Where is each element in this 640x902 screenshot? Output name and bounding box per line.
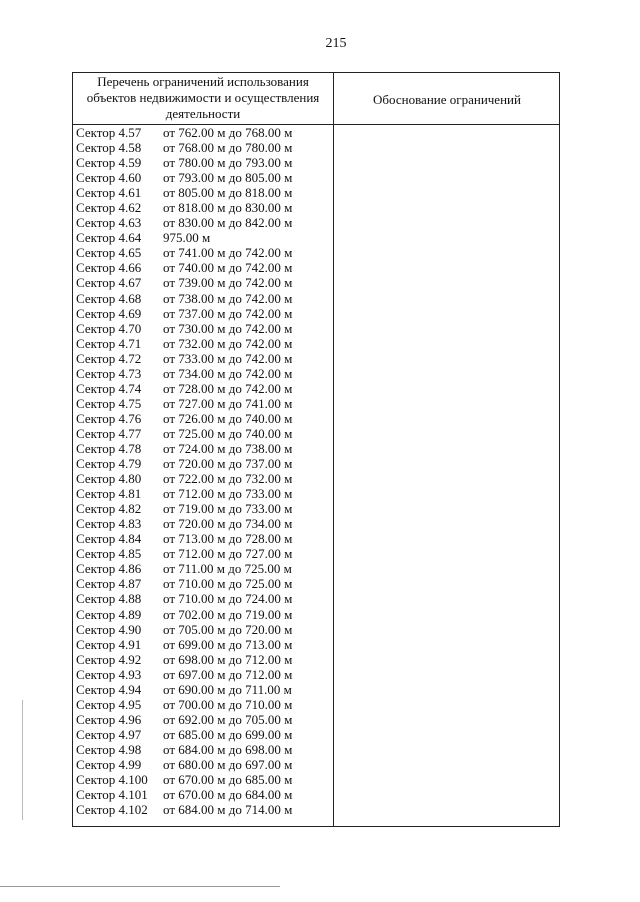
sector-label: Сектор 4.86 (76, 561, 142, 577)
table-row (74, 306, 332, 321)
page-number: 215 (325, 36, 347, 51)
elevation-range: 975.00 м (163, 230, 211, 246)
elevation-range: от 670.00 м до 684.00 м (163, 787, 293, 803)
elevation-range: от 711.00 м до 725.00 м (163, 561, 292, 577)
scan-margin-mark (22, 700, 23, 820)
table-row (74, 727, 332, 742)
elevation-range: от 712.00 м до 733.00 м (163, 486, 293, 502)
column-divider (333, 72, 334, 827)
sector-label: Сектор 4.64 (76, 230, 142, 246)
elevation-range: от 780.00 м до 793.00 м (163, 155, 293, 171)
table-row (74, 697, 332, 712)
elevation-range: от 710.00 м до 724.00 м (163, 591, 293, 607)
elevation-range: от 713.00 м до 728.00 м (163, 531, 293, 547)
table-row (74, 170, 332, 185)
elevation-range: от 740.00 м до 742.00 м (163, 260, 293, 276)
sector-label: Сектор 4.78 (76, 440, 142, 456)
elevation-range: от 726.00 м до 740.00 м (163, 410, 293, 426)
sector-label: Сектор 4.80 (76, 471, 142, 487)
table-row (74, 591, 332, 606)
elevation-range: от 680.00 м до 697.00 м (163, 756, 293, 772)
sector-label: Сектор 4.73 (76, 365, 142, 381)
table-row (74, 245, 332, 260)
sector-label: Сектор 4.68 (76, 290, 142, 306)
table-row (74, 486, 332, 501)
table-row (74, 501, 332, 516)
sector-label: Сектор 4.85 (76, 546, 142, 562)
table-row (74, 351, 332, 366)
elevation-range: от 699.00 м до 713.00 м (163, 636, 293, 652)
table-row (74, 561, 332, 576)
elevation-range: от 690.00 м до 711.00 м (163, 681, 292, 697)
sector-label: Сектор 4.88 (76, 591, 142, 607)
sector-label: Сектор 4.95 (76, 696, 142, 712)
sector-label: Сектор 4.96 (76, 711, 142, 727)
table-row (74, 200, 332, 215)
table-row (74, 230, 332, 245)
sector-label: Сектор 4.101 (76, 787, 148, 803)
table-row (74, 260, 332, 275)
table-row (74, 667, 332, 682)
sector-label: Сектор 4.89 (76, 606, 142, 622)
sector-label: Сектор 4.75 (76, 395, 142, 411)
elevation-range: от 830.00 м до 842.00 м (163, 215, 293, 231)
sector-label: Сектор 4.70 (76, 320, 142, 336)
elevation-range: от 722.00 м до 732.00 м (163, 471, 293, 487)
sector-label: Сектор 4.76 (76, 410, 142, 426)
sector-label: Сектор 4.90 (76, 621, 142, 637)
elevation-range: от 702.00 м до 719.00 м (163, 606, 293, 622)
sector-label: Сектор 4.66 (76, 260, 142, 276)
elevation-range: от 793.00 м до 805.00 м (163, 170, 293, 186)
table-row (74, 637, 332, 652)
table-row (74, 275, 332, 290)
elevation-range: от 705.00 м до 720.00 м (163, 621, 293, 637)
table-row (74, 140, 332, 155)
elevation-range: от 710.00 м до 725.00 м (163, 576, 293, 592)
elevation-range: от 670.00 м до 685.00 м (163, 772, 293, 788)
elevation-range: от 684.00 м до 698.00 м (163, 741, 293, 757)
sector-label: Сектор 4.61 (76, 185, 142, 201)
sector-label: Сектор 4.60 (76, 170, 142, 186)
table-row (74, 411, 332, 426)
sector-label: Сектор 4.79 (76, 456, 142, 472)
elevation-range: от 733.00 м до 742.00 м (163, 350, 293, 366)
sector-label: Сектор 4.69 (76, 305, 142, 321)
table-row (74, 321, 332, 336)
table-row (74, 215, 332, 230)
table-row (74, 336, 332, 351)
sector-label: Сектор 4.100 (76, 772, 148, 788)
elevation-range: от 698.00 м до 712.00 м (163, 651, 293, 667)
table-row (74, 757, 332, 772)
scan-line (0, 886, 280, 887)
table-row (74, 471, 332, 486)
elevation-range: от 728.00 м до 742.00 м (163, 380, 293, 396)
sector-label: Сектор 4.93 (76, 666, 142, 682)
sector-label: Сектор 4.65 (76, 245, 142, 261)
elevation-range: от 720.00 м до 734.00 м (163, 516, 293, 532)
sector-label: Сектор 4.57 (76, 125, 142, 140)
elevation-range: от 719.00 м до 733.00 м (163, 501, 293, 517)
elevation-range: от 738.00 м до 742.00 м (163, 290, 293, 306)
sector-label: Сектор 4.63 (76, 215, 142, 231)
table-row (74, 516, 332, 531)
table-row (74, 441, 332, 456)
sector-label: Сектор 4.102 (76, 802, 148, 818)
elevation-range: от 684.00 м до 714.00 м (163, 802, 293, 818)
elevation-range: от 692.00 м до 705.00 м (163, 711, 293, 727)
elevation-range: от 720.00 м до 737.00 м (163, 456, 293, 472)
sector-label: Сектор 4.82 (76, 501, 142, 517)
sector-label: Сектор 4.98 (76, 741, 142, 757)
elevation-range: от 762.00 м до 768.00 м (163, 125, 293, 140)
table-row (74, 396, 332, 411)
table-row (74, 742, 332, 757)
table-row (74, 426, 332, 441)
elevation-range: от 727.00 м до 741.00 м (163, 395, 293, 411)
table-row (74, 291, 332, 306)
elevation-range: от 724.00 м до 738.00 м (163, 440, 293, 456)
elevation-range: от 741.00 м до 742.00 м (163, 245, 293, 261)
elevation-range: от 818.00 м до 830.00 м (163, 200, 293, 216)
table-row (74, 531, 332, 546)
table-row (74, 366, 332, 381)
table-row (74, 787, 332, 802)
table-rows (74, 125, 332, 817)
table-row (74, 155, 332, 170)
table-row (74, 772, 332, 787)
elevation-range: от 739.00 м до 742.00 м (163, 275, 293, 291)
sector-label: Сектор 4.58 (76, 140, 142, 156)
table-row (74, 802, 332, 817)
sector-label: Сектор 4.74 (76, 380, 142, 396)
sector-label: Сектор 4.92 (76, 651, 142, 667)
elevation-range: от 712.00 м до 727.00 м (163, 546, 293, 562)
table-row (74, 712, 332, 727)
table-row (74, 125, 332, 140)
sector-label: Сектор 4.71 (76, 335, 142, 351)
table-row (74, 381, 332, 396)
table-row (74, 652, 332, 667)
sector-label: Сектор 4.83 (76, 516, 142, 532)
table-row (74, 622, 332, 637)
table-row (74, 576, 332, 591)
elevation-range: от 700.00 м до 710.00 м (163, 696, 293, 712)
sector-label: Сектор 4.77 (76, 425, 142, 441)
table-row (74, 185, 332, 200)
elevation-range: от 697.00 м до 712.00 м (163, 666, 293, 682)
table-row (74, 546, 332, 561)
sector-label: Сектор 4.72 (76, 350, 142, 366)
header-restrictions-list: Перечень ограничений использования объектов недвижимости и осуществления деятельности (86, 74, 320, 121)
elevation-range: от 805.00 м до 818.00 м (163, 185, 293, 201)
sector-label: Сектор 4.67 (76, 275, 142, 291)
sector-label: Сектор 4.81 (76, 486, 142, 502)
elevation-range: от 685.00 м до 699.00 м (163, 726, 293, 742)
sector-label: Сектор 4.97 (76, 726, 142, 742)
elevation-range: от 730.00 м до 742.00 м (163, 320, 293, 336)
sector-label: Сектор 4.94 (76, 681, 142, 697)
sector-label: Сектор 4.87 (76, 576, 142, 592)
table-row (74, 607, 332, 622)
header-justification: Обоснование ограничений (373, 92, 521, 107)
elevation-range: от 734.00 м до 742.00 м (163, 365, 293, 381)
sector-label: Сектор 4.99 (76, 756, 142, 772)
sector-label: Сектор 4.62 (76, 200, 142, 216)
elevation-range: от 732.00 м до 742.00 м (163, 335, 293, 351)
table-row (74, 682, 332, 697)
sector-label: Сектор 4.91 (76, 636, 142, 652)
elevation-range: от 725.00 м до 740.00 м (163, 425, 293, 441)
table-row (74, 456, 332, 471)
elevation-range: от 737.00 м до 742.00 м (163, 305, 293, 321)
elevation-range: от 768.00 м до 780.00 м (163, 140, 293, 156)
sector-label: Сектор 4.84 (76, 531, 142, 547)
sector-label: Сектор 4.59 (76, 155, 142, 171)
